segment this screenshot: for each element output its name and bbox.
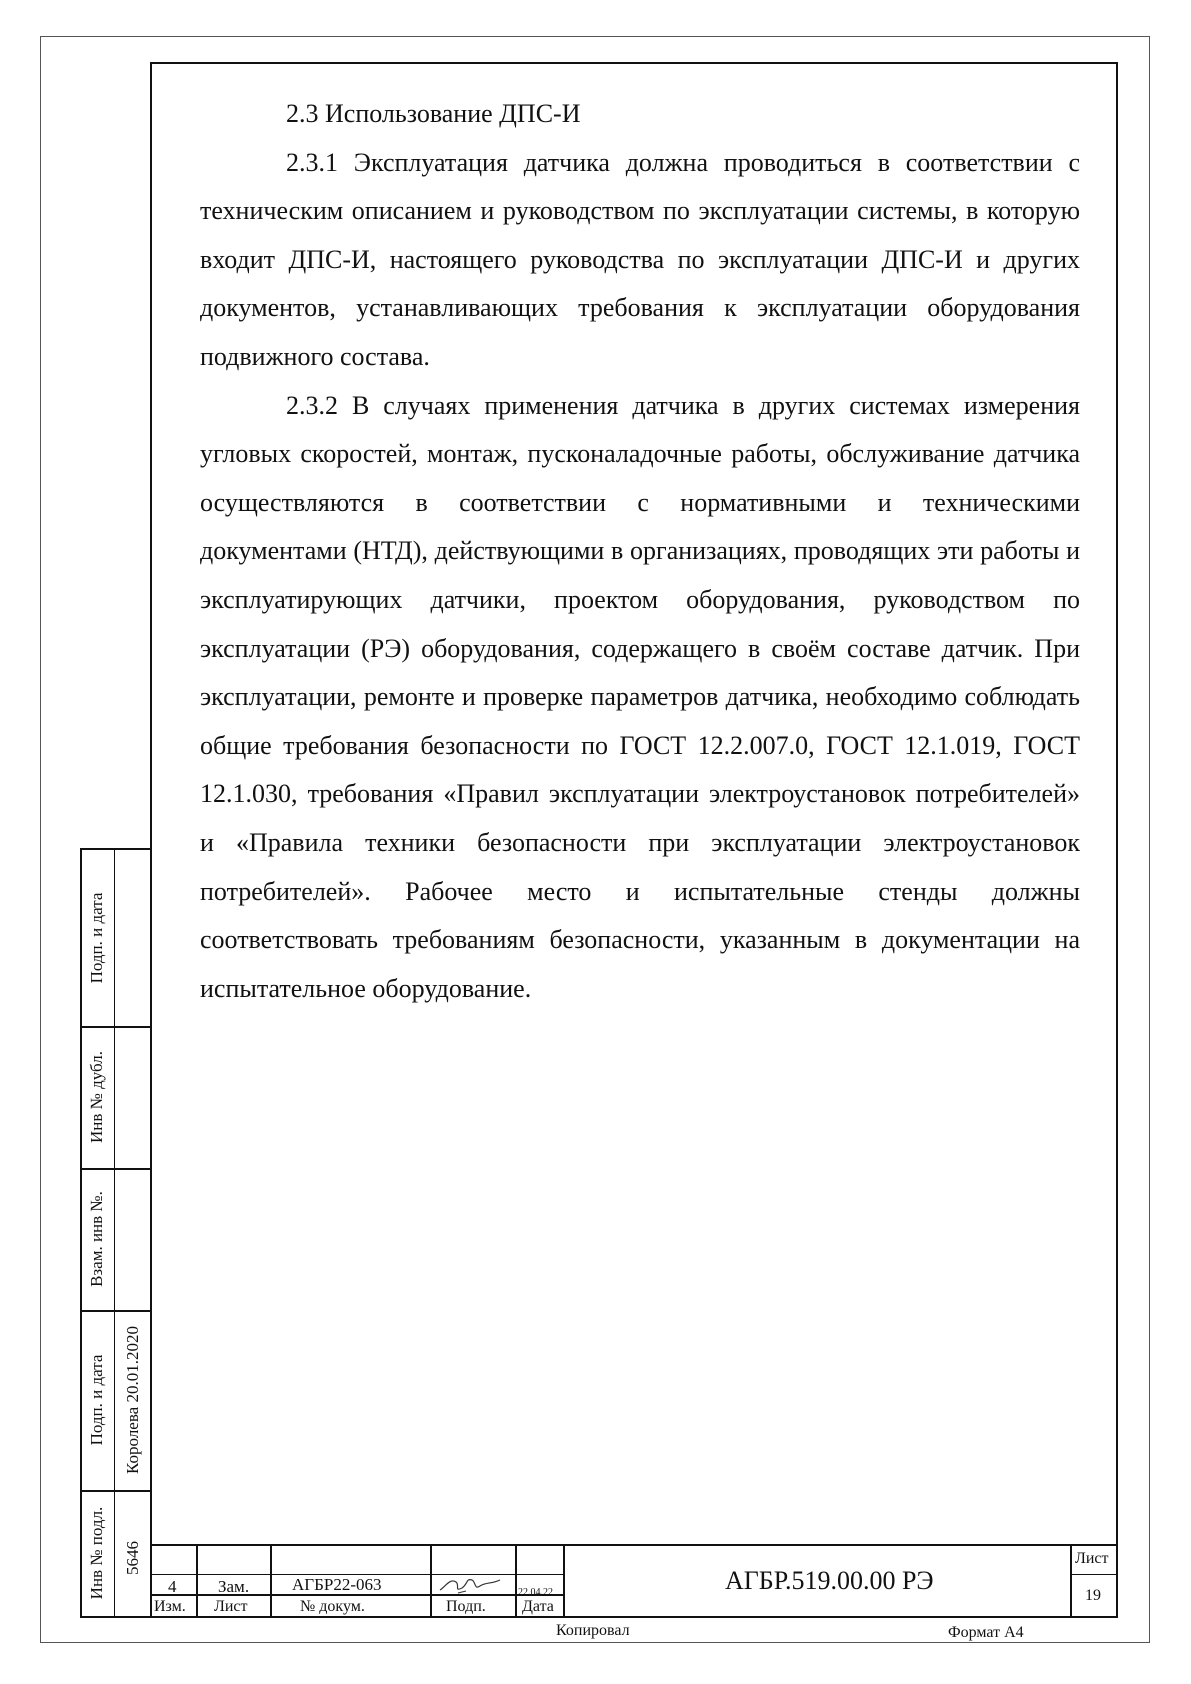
list-label: Лист — [214, 1598, 248, 1615]
sheet-label: Лист — [1075, 1550, 1109, 1567]
document-designation: АГБР.519.00.00 РЭ — [725, 1566, 934, 1595]
format-label: Формат А4 — [948, 1624, 1024, 1641]
copied-label: Копировал — [556, 1622, 630, 1639]
list-value: Зам. — [218, 1577, 250, 1596]
section-heading: 2.3 Использование ДПС-И — [286, 99, 581, 128]
izm-value: 4 — [168, 1577, 177, 1596]
inv-podl-label: Инв № подл. — [87, 1506, 106, 1600]
date-value: 22.04.22 — [518, 1587, 553, 1598]
paragraph-2-3-1: 2.3.1 Эксплуатация датчика должна проводиться в соответствии с техническим описанием и руководством по эксплуатации системы, в которую входит ДПС-И, настоящего руководства по эксплуатации ДПС-И и других документов, устанавливающих требования к эксплуатации оборудования подвижного состава. — [200, 147, 1080, 371]
signature-icon — [436, 1572, 504, 1596]
podp-data-bottom-label: Подп. и дата — [87, 1354, 106, 1446]
podp-data-top-label: Подп. и дата — [87, 892, 106, 984]
doc-number-value: АГБР22-063 — [292, 1575, 382, 1594]
inv-podl-value: 5646 — [123, 1541, 142, 1575]
document-body — [200, 90, 1080, 1013]
paragraph-2-3-2: 2.3.2 В случаях применения датчика в других системах измерения угловых скоростей, монтаж, пусконаладочные работы, обслуживание датчика осуществляются в соответствии с нормативными и техническими документами (НТД), действующими в организациях, проводящих эти работы и эксплуатирующих датчики, проектом оборудования, руководством по эксплуатации (РЭ) оборудования, содержащего в своём составе датчик. При эксплуатации, ремонте и проверке параметров датчика, необходимо соблюдать общие требования безопасности по ГОСТ 12.2.007.0, ГОСТ 12.1.019, ГОСТ 12.1.030, требования «Правил эксплуатации электроустановок потребителей» и «Правила техники безопасности при эксплуатации электроустановок потребителей». Рабочее место и испытательные стенды должны соответствовать требованиям безопасности, указанным в документации на испытательное оборудование. — [200, 390, 1080, 1003]
sheet-number: 19 — [1085, 1587, 1101, 1604]
vzam-inv-label: Взам. инв №. — [87, 1191, 106, 1287]
podp-label: Подп. — [446, 1598, 486, 1615]
inv-dubl-label: Инв № дубл. — [87, 1050, 106, 1144]
podp-data-bottom-value: Королева 20.01.2020 — [123, 1326, 142, 1474]
doc-number-label: № докум. — [300, 1598, 365, 1615]
data-label: Дата — [522, 1598, 554, 1615]
izm-label: Изм. — [154, 1598, 186, 1615]
